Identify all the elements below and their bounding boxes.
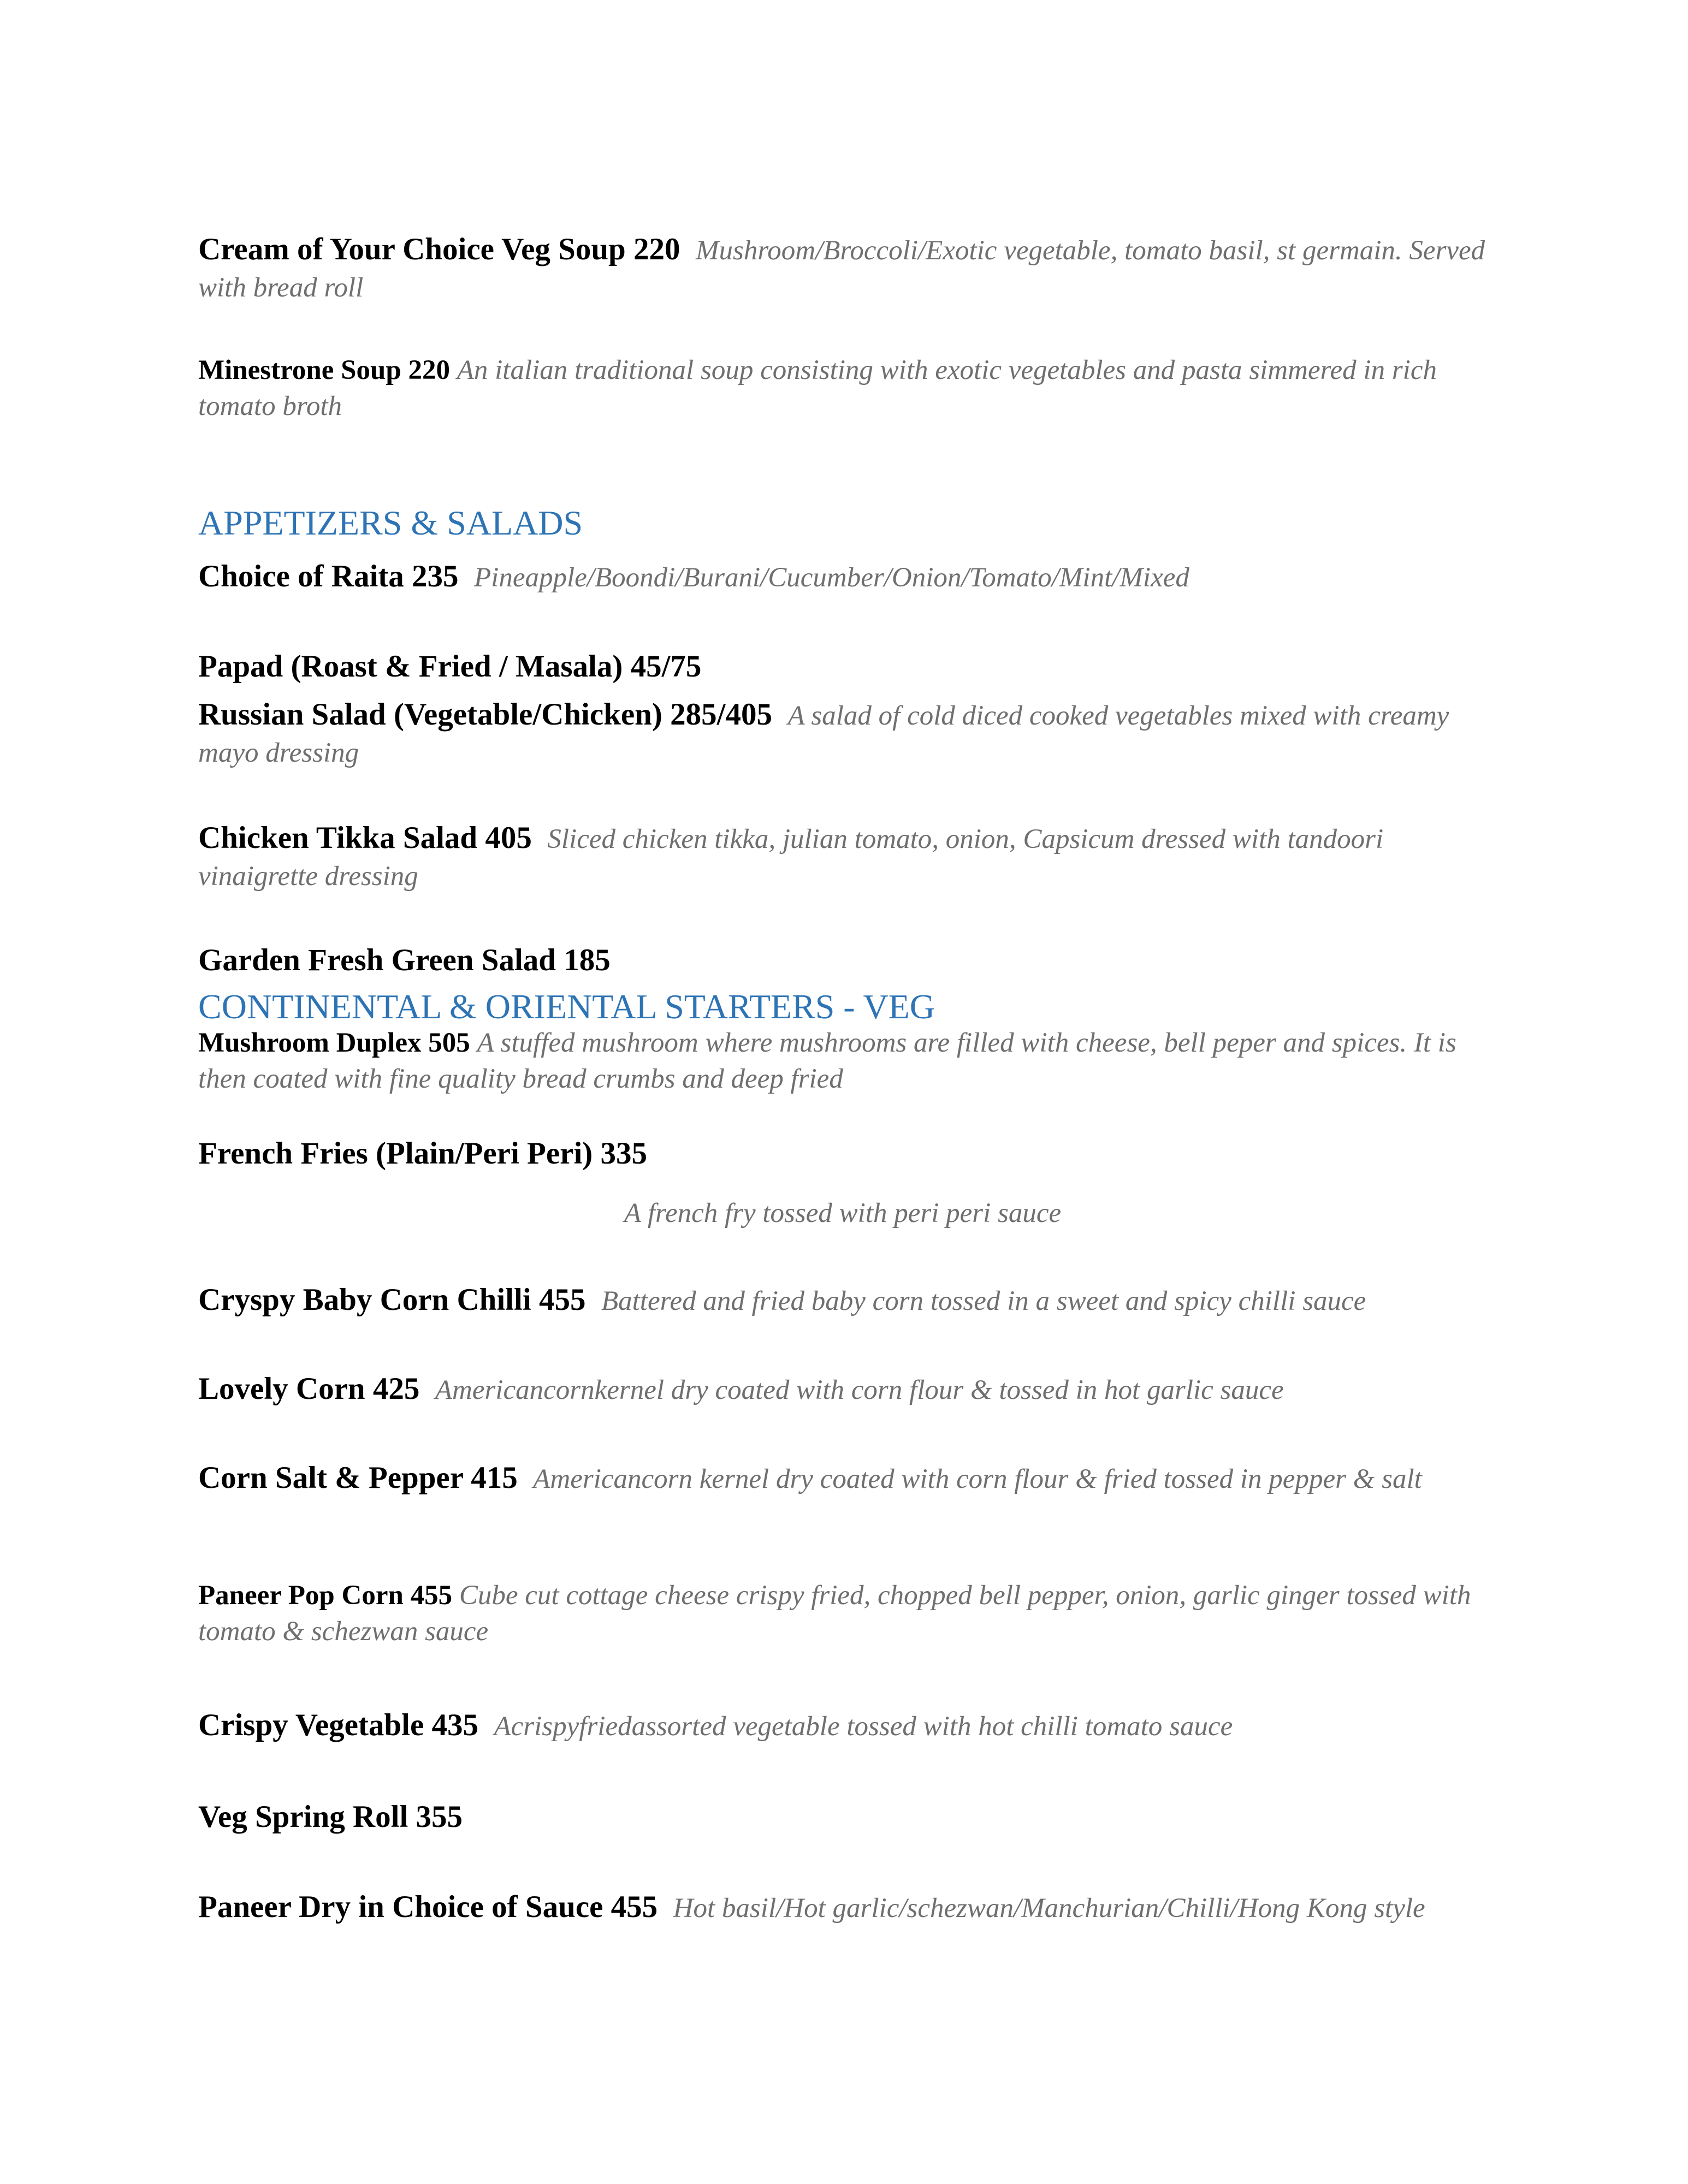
menu-item-green-salad	[198, 942, 1487, 978]
section-heading-starters: CONTINENTAL & ORIENTAL STARTERS - VEG	[198, 987, 935, 1026]
item-name: Paneer Pop Corn 455	[198, 1580, 453, 1611]
menu-item-minestrone-soup	[198, 352, 1487, 424]
item-name: Veg Spring Roll 355	[198, 1800, 463, 1834]
item-description: Mushroom/Broccoli/Exotic vegetable, tomato basil, st germain. Served with bread roll	[198, 235, 1485, 303]
menu-item-cream-soup	[198, 232, 1487, 306]
menu-item-veg-spring-roll	[198, 1799, 1487, 1835]
item-description: An italian traditional soup consisting with exotic vegetables and pasta simmered in rich tomato broth	[198, 355, 1437, 422]
item-description: A salad of cold diced cooked vegetables mixed with creamy mayo dressing	[198, 701, 1449, 768]
item-name: Lovely Corn 425	[198, 1372, 420, 1406]
menu-item-paneer-dry	[198, 1889, 1487, 1926]
item-name: Chicken Tikka Salad 405	[198, 821, 532, 855]
menu-item-corn-salt-pepper	[198, 1460, 1487, 1497]
item-name: Corn Salt & Pepper 415	[198, 1461, 518, 1495]
item-name: Paneer Dry in Choice of Sauce 455	[198, 1890, 658, 1924]
menu-item-lovely-corn	[198, 1371, 1487, 1408]
item-name: Choice of Raita 235	[198, 559, 459, 594]
menu-item-paneer-pop-corn	[198, 1577, 1487, 1649]
item-description-french-fries: A french fry tossed with peri peri sauce	[624, 1198, 1062, 1228]
section-heading-appetizers: APPETIZERS & SALADS	[198, 503, 583, 542]
menu-item-mushroom-duplex	[198, 1025, 1487, 1097]
item-name: Crispy Vegetable 435	[198, 1708, 478, 1742]
menu-item-crispy-vegetable	[198, 1707, 1487, 1744]
item-description: Battered and fried baby corn tossed in a sweet and spicy chilli sauce	[601, 1286, 1366, 1316]
menu-item-russian-salad	[198, 697, 1487, 771]
item-description: A stuffed mushroom where mushrooms are filled with cheese, bell peper and spices. It is then coated with fine quality bread crumbs and deep fried	[198, 1028, 1456, 1094]
menu-item-baby-corn-chilli	[198, 1282, 1487, 1319]
item-description: Americancornkernel dry coated with corn flour & tossed in hot garlic sauce	[435, 1375, 1284, 1405]
item-name: Minestrone Soup 220	[198, 355, 450, 385]
menu-item-raita	[198, 559, 1487, 596]
item-name: Mushroom Duplex 505	[198, 1028, 470, 1058]
item-name: French Fries (Plain/Peri Peri) 335	[198, 1136, 648, 1171]
item-name: Cryspy Baby Corn Chilli 455	[198, 1283, 586, 1317]
menu-item-french-fries	[198, 1136, 1487, 1172]
item-description: Cube cut cottage cheese crispy fried, chopped bell pepper, onion, garlic ginger tossed with tomato & schezwan sauce	[198, 1580, 1471, 1647]
item-description: Hot basil/Hot garlic/schezwan/Manchurian/Chilli/Hong Kong style	[673, 1893, 1425, 1924]
item-description: Acrispyfriedassorted vegetable tossed with hot chilli tomato sauce	[494, 1711, 1233, 1742]
item-description: Americancorn kernel dry coated with corn flour & fried tossed in pepper & salt	[533, 1464, 1422, 1494]
item-name: Garden Fresh Green Salad 185	[198, 943, 611, 977]
item-name: Russian Salad (Vegetable/Chicken) 285/405	[198, 697, 772, 732]
item-name: Cream of Your Choice Veg Soup 220	[198, 232, 680, 266]
menu-item-papad	[198, 649, 1487, 685]
item-name: Papad (Roast & Fried / Masala) 45/75	[198, 649, 702, 684]
menu-item-chicken-tikka-salad	[198, 820, 1487, 894]
item-description: Pineapple/Boondi/Burani/Cucumber/Onion/Tomato/Mint/Mixed	[474, 562, 1189, 593]
item-description: Sliced chicken tikka, julian tomato, onion, Capsicum dressed with tandoori vinaigrette dressing	[198, 824, 1384, 892]
